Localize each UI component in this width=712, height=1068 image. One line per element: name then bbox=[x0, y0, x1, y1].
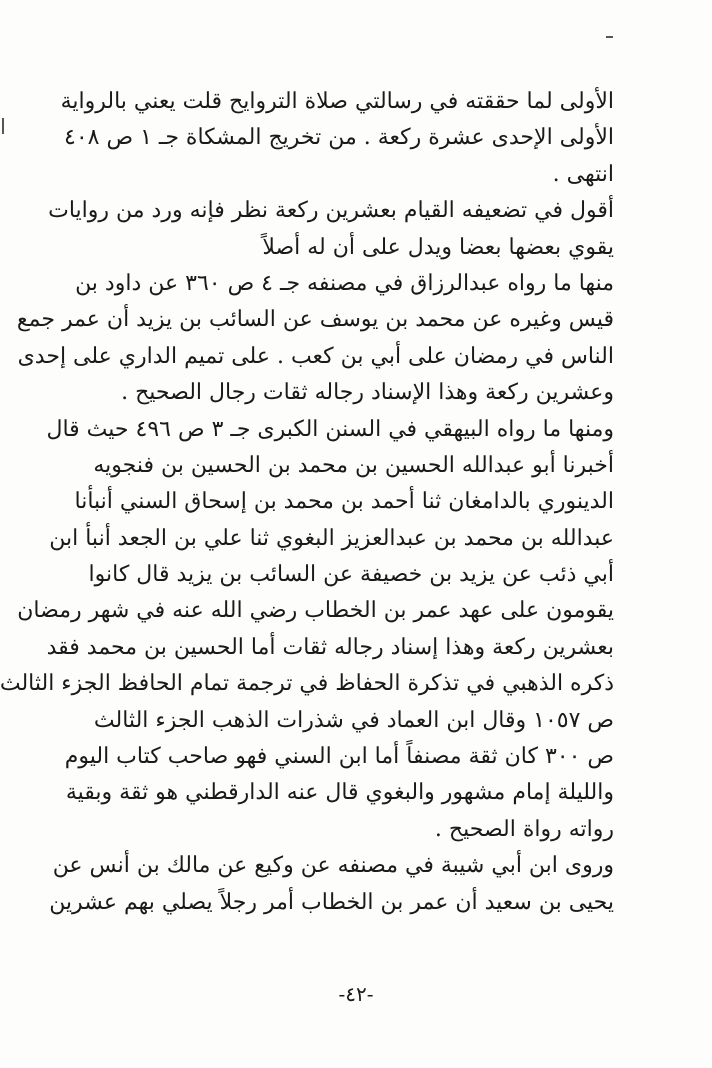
text-line: انتهى . bbox=[552, 161, 614, 187]
text-line: بعشرين ركعة وهذا إسناد رجاله ثقات أما الحسين بن محمد فقد bbox=[46, 634, 614, 660]
scan-mark bbox=[2, 118, 4, 134]
text-line: يقوي بعضها بعضا ويدل على أن له أصلاً bbox=[262, 234, 614, 260]
text-line: الأولى لما حققته في رسالتي صلاة التروايح قلت يعني بالرواية bbox=[60, 89, 614, 114]
text-line: قيس وغيره عن محمد بن يوسف عن السائب بن يزيد أن عمر جمع bbox=[16, 307, 614, 333]
text-line: ص ١٠٥٧ وقال ابن العماد في شذرات الذهب الجزء الثالث bbox=[93, 707, 614, 733]
scan-mark bbox=[606, 36, 613, 38]
text-line: ص ٣٠٠ كان ثقة مصنفاً أما ابن السني فهو صاحب كتاب اليوم bbox=[64, 744, 614, 770]
text-line: الأولى الإحدى عشرة ركعة . من تخريج المشكاة جـ ١ ص ٤٠٨ bbox=[64, 125, 614, 151]
text-line: ذكره الذهبي في تذكرة الحفاظ في ترجمة تمام الحافظ الجزء الثالث bbox=[0, 671, 614, 697]
text-line: منها ما رواه عبدالرزاق في مصنفه جـ ٤ ص ٣٦٠ عن داود بن bbox=[75, 270, 614, 296]
text-line: أخبرنا أبو عبدالله الحسين بن محمد بن الحسين بن فنجويه bbox=[93, 452, 614, 478]
text-line: أقول في تضعيفه القيام بعشرين ركعة نظر فإنه ورد من روايات bbox=[48, 198, 614, 224]
text-line: يحيى بن سعيد أن عمر بن الخطاب أمر رجلاً يصلي بهم عشرين bbox=[49, 889, 614, 915]
text-line: وعشرين ركعة وهذا الإسناد رجاله ثقات رجال الصحيح . bbox=[121, 380, 614, 406]
page-number: -٤٢- bbox=[338, 982, 374, 1006]
text-line: رواته رواة الصحيح . bbox=[434, 816, 614, 842]
text-line: أبي ذئب عن يزيد بن خصيفة عن السائب بن يزيد قال كانوا bbox=[88, 562, 614, 588]
text-line: الناس في رمضان على أبي بن كعب . على تميم الداري على إحدى bbox=[17, 343, 614, 369]
text-line: يقومون على عهد عمر بن الخطاب رضي الله عنه في شهر رمضان bbox=[17, 598, 614, 624]
text-line: الدينوري بالدامغان ثنا أحمد بن محمد بن إسحاق السني أنبأنا bbox=[74, 489, 614, 515]
text-line: عبدالله بن محمد بن عبدالعزيز البغوي ثنا علي بن الجعد أنبأ ابن bbox=[49, 525, 614, 551]
text-line: وروى ابن أبي شيبة في مصنفه عن وكيع عن مالك بن أنس عن bbox=[52, 853, 614, 879]
body-text bbox=[0, 84, 614, 921]
text-line: ومنها ما رواه البيهقي في السنن الكبرى جـ ٣ ص ٤٩٦ حيث قال bbox=[46, 416, 614, 442]
text-line: والليلة إمام مشهور والبغوي قال عنه الدارقطني هو ثقة وبقية bbox=[65, 780, 614, 806]
